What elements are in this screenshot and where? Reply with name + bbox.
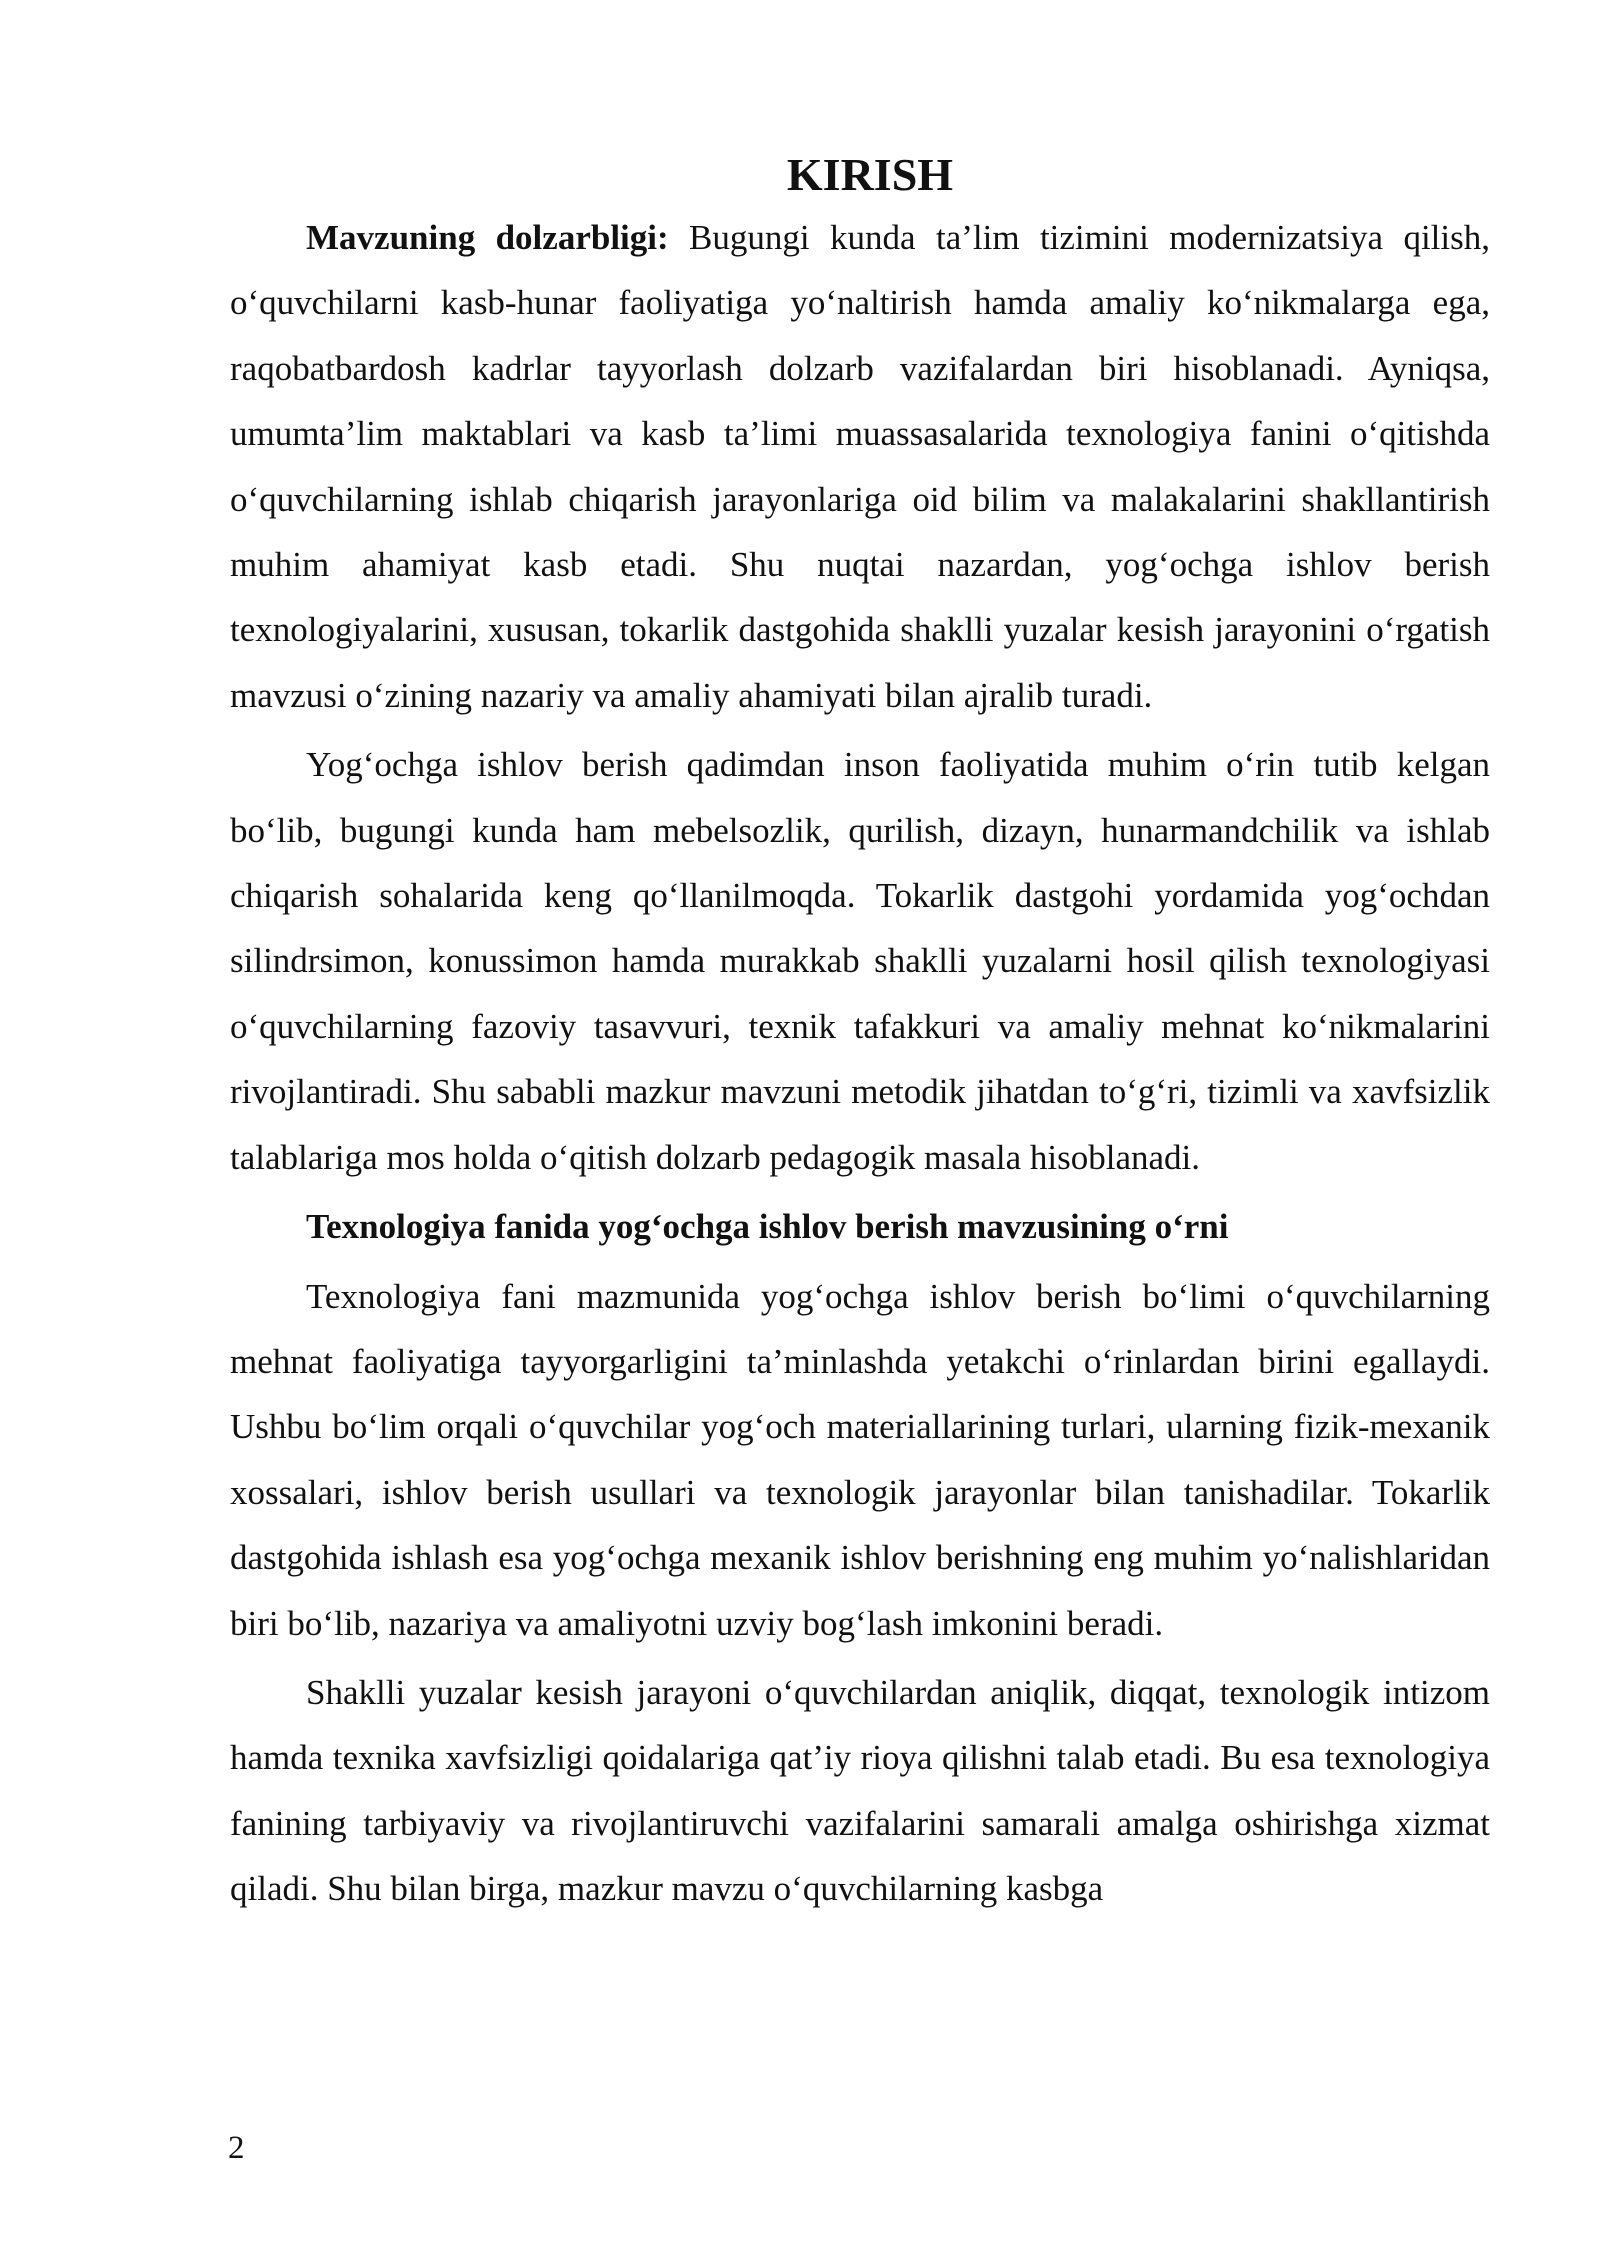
page-number: 2	[228, 2130, 245, 2166]
section-subheading: Texnologiya fanida yog‘ochga ishlov berish mavzusining o‘rni	[306, 1207, 1229, 1247]
relevance-lead: Mavzuning dolzarbligi:	[306, 218, 669, 257]
paragraph-shaped-surfaces: Shaklli yuzalar kesish jarayoni o‘quvchilardan aniqlik, diqqat, texnologik intizom hamda texnika xavfsizligi qoidalariga qat’iy rioya qilishni talab etadi. Bu esa texnologiya fanining tarbiyaviy va rivojlantiruvchi vazifalarini samarali amalga oshirishga xizmat qiladi. Shu bilan birga, mazkur mavzu o‘quvchilarning kasbga	[230, 1672, 1490, 1909]
paragraph-technology-subject: Texnologiya fani mazmunida yog‘ochga ishlov berish bo‘limi o‘quvchilarning mehnat faoliyatiga tayyorgarligini ta’minlashda yetakchi o‘rinlardan birini egallaydi. Ushbu bo‘lim orqali o‘quvchilar yog‘och materiallarining turlari, ularning fizik-mexanik xossalari, ishlov berish usullari va texnologik jarayonlar bilan tanishadilar. Tokarlik dastgohida ishlash esa yog‘ochga mexanik ishlov berishning eng muhim yo‘nalishlaridan biri bo‘lib, nazariya va amaliyotni uzviy bog‘lash imkonini beradi.	[230, 1276, 1490, 1643]
document-title: KIRISH	[786, 149, 954, 200]
paragraph-wood-processing: Yog‘ochga ishlov berish qadimdan inson faoliyatida muhim o‘rin tutib kelgan bo‘lib, bugungi kunda ham mebelsozlik, qurilish, dizayn, hunarmandchilik va ishlab chiqarish sohalarida keng qo‘llanilmoqda. Tokarlik dastgohi yordamida yog‘ochdan silindrsimon, konussimon hamda murakkab shaklli yuzalarni hosil qilish texnologiyasi o‘quvchilarning fazoviy tasavvuri, texnik tafakkuri va amaliy mehnat ko‘nikmalarini rivojlantiradi. Shu sababli mazkur mavzuni metodik jihatdan to‘g‘ri, tizimli va xavfsizlik talablariga mos holda o‘qitish dolzarb pedagogik masala hisoblanadi.	[230, 745, 1490, 1177]
relevance-text: Bugungi kunda ta’lim tizimini modernizatsiya qilish, o‘quvchilarni kasb-hunar faoliyatiga yo‘naltirish hamda amaliy ko‘nikmalarga ega, raqobatbardosh kadrlar tayyorlash dolzarb vazifalardan biri hisoblanadi. Ayniqsa, umumta’lim maktablari va kasb ta’limi muassasalarida texnologiya fanini o‘qitishda o‘quvchilarning ishlab chiqarish jarayonlariga oid bilim va malakalarini shakllantirish muhim ahamiyat kasb etadi. Shu nuqtai nazardan, yog‘ochga ishlov berish texnologiyalarini, xususan, tokarlik dastgohida shaklli yuzalar kesish jarayonini o‘rgatish mavzusi o‘zining nazariy va amaliy ahamiyati bilan ajralib turadi.	[230, 218, 1490, 715]
document-page	[230, 145, 1490, 1926]
paragraph-relevance	[230, 205, 1490, 728]
